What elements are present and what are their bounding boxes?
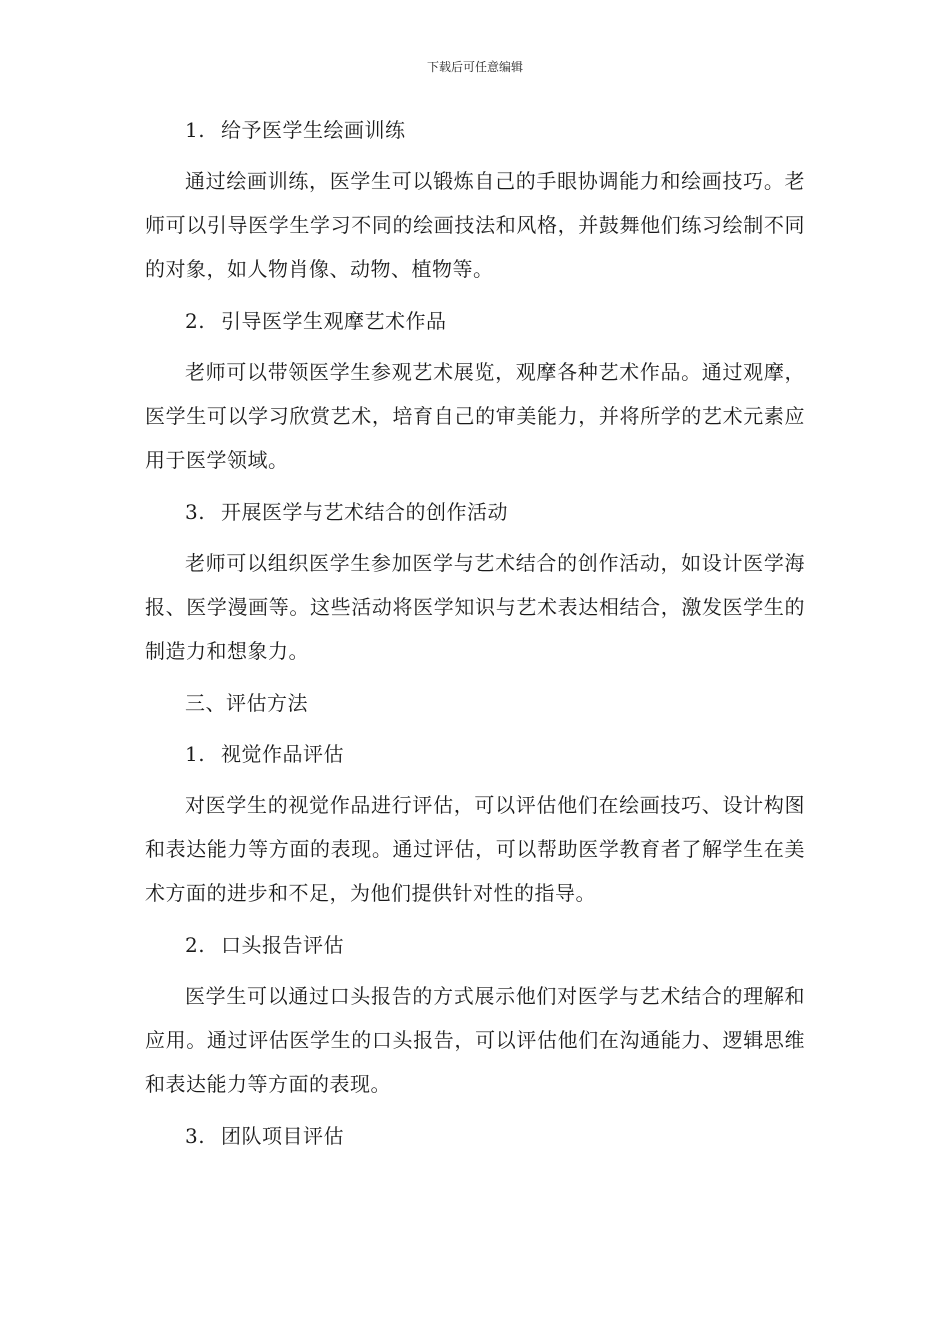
heading-text: 引导医学生观摩艺术作品 [221, 309, 447, 333]
heading-number: 2. [185, 933, 206, 957]
paragraph-4: 对医学生的视觉作品进行评估，可以评估他们在绘画技巧、设计构图和表达能力等方面的表现。通过评估，可以帮助医学教育者了解学生在美术方面的进步和不足，为他们提供针对性的指导。 [145, 793, 805, 905]
document-body [145, 108, 805, 1165]
heading-number: 3. [185, 500, 206, 524]
page-header: 下载后可任意编辑 [426, 60, 523, 74]
heading-text: 视觉作品评估 [221, 742, 344, 766]
heading-number: 2. [185, 309, 206, 333]
section-heading-6 [145, 1114, 805, 1158]
heading-number: 3. [185, 1124, 206, 1148]
paragraph-1: 通过绘画训练，医学生可以锻炼自己的手眼协调能力和绘画技巧。老师可以引导医学生学习不同的绘画技法和风格，并鼓舞他们练习绘制不同的对象，如人物肖像、动物、植物等。 [145, 169, 805, 281]
paragraph-3: 老师可以组织医学生参加医学与艺术结合的创作活动，如设计医学海报、医学漫画等。这些活动将医学知识与艺术表达相结合，激发医学生的制造力和想象力。 [145, 551, 805, 663]
paragraph-2: 老师可以带领医学生参观艺术展览，观摩各种艺术作品。通过观摩，医学生可以学习欣赏艺术，培育自己的审美能力，并将所学的艺术元素应用于医学领域。 [145, 360, 805, 472]
heading-text: 团队项目评估 [221, 1124, 344, 1148]
chapter-heading-evaluation: 三、评估方法 [185, 691, 308, 715]
section-heading-5 [145, 923, 805, 967]
heading-text: 开展医学与艺术结合的创作活动 [221, 500, 508, 524]
heading-number: 1. [185, 742, 206, 766]
section-heading-3 [145, 490, 805, 534]
heading-text: 给予医学生绘画训练 [221, 118, 406, 142]
section-heading-4 [145, 732, 805, 776]
heading-number: 1. [185, 118, 206, 142]
heading-text: 口头报告评估 [221, 933, 344, 957]
section-heading-1 [145, 108, 805, 152]
paragraph-5: 医学生可以通过口头报告的方式展示他们对医学与艺术结合的理解和应用。通过评估医学生的口头报告，可以评估他们在沟通能力、逻辑思维和表达能力等方面的表现。 [145, 984, 805, 1096]
section-heading-2 [145, 299, 805, 343]
